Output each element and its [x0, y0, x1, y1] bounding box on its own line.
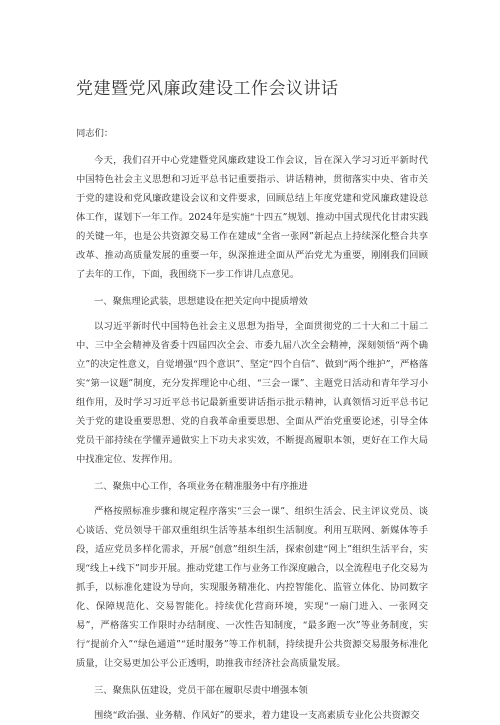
- intro-paragraph: 今天，我们召开中心党建暨党风廉政建设工作会议，旨在深入学习习近平新时代中国特色社会主义思想和习近平总书记重要指示、讲话精神，贯彻落实中央、省市关于党的建设和党风廉政建设会议和文件要求，回顾总结上年度党建和党风廉政建设总体工作，谋划下一年工作。2024年是实施“十四五”规划、推动中国式现代化甘肃实践的关键一年，也是公共资源交易工作在建成“全省一张网”新起点上持续深化整合共享改革、推动高质量发展的重要一年，纵深推进全面从严治党尤为重要，刚刚我们回顾了去年的工作，下面，我围绕下一步工作讲几点意见。: [76, 155, 428, 280]
- section-1-heading: 一、聚焦理论武装，思想建设在把关定向中提质增效: [94, 296, 308, 307]
- section-3-heading: 三、聚焦队伍建设，党员干部在履职尽责中增强本领: [94, 685, 308, 696]
- section-2-heading: 二、聚焦中心工作，各项业务在精准服务中有序推进: [94, 481, 308, 492]
- section-3-paragraph: 围绕“政治强、业务精、作风好”的要求，着力建设一支高素质专业化公共资源交: [94, 710, 420, 721]
- greeting: 同志们：: [76, 128, 114, 139]
- section-1-paragraph: 以习近平新时代中国特色社会主义思想为指导，全面贯彻党的二十大和二十届二中、三中全会精神及省委十四届四次全会、市委九届八次全会精神，深刻领悟“两个确立”的决定性意义，自觉增强“四个意识”、坚定“四个自信”、做到“两个维护”，严格落实“第一议题”制度，充分发挥理论中心组、“三会一课”、主题党日活动和青年学习小组作用，及时学习习近平总书记最新重要讲话指示批示精神，认真领悟习近平总书记关于党的建设重要思想、党的自我革命重要思想、全面从严治党重要论述，引导全体党员干部持续在学懂弄通做实上下功夫求实效，不断提高履职本领，更好在工作大局中找准定位、发挥作用。: [76, 321, 428, 465]
- section-2-paragraph: 严格按照标准步骤和规定程序落实“三会一课”、组织生活会、民主评议党员、谈心谈话、党员领导干部双重组织生活等基本组织生活制度。利用互联网、新媒体等手段，适应党员多样化需求，开展“创意”组织生活，探索创建“网上”组织生活平台，实现“线上+线下”同步开展。推动党建工作与业务工作深度融合，以全流程电子化交易为抓手，以标准化建设为导向，实现服务精准化、内控智能化、监管立体化、协同数字化、保障规范化、交易智能化。持续优化营商环境，实现“一扇门进入、一张网交易”，严格落实工作限时办结制度、一次性告知制度，“最多跑一次”等业务制度，实行“提前介入”“绿色通道”“延时服务”等工作机制，持续提升公共资源交易服务标准化质量，让交易更加公平公正透明，助推我市经济社会高质量发展。: [76, 506, 428, 669]
- document-body: [76, 124, 428, 725]
- document-title: 党建暨党风廉政建设工作会议讲话: [76, 79, 339, 99]
